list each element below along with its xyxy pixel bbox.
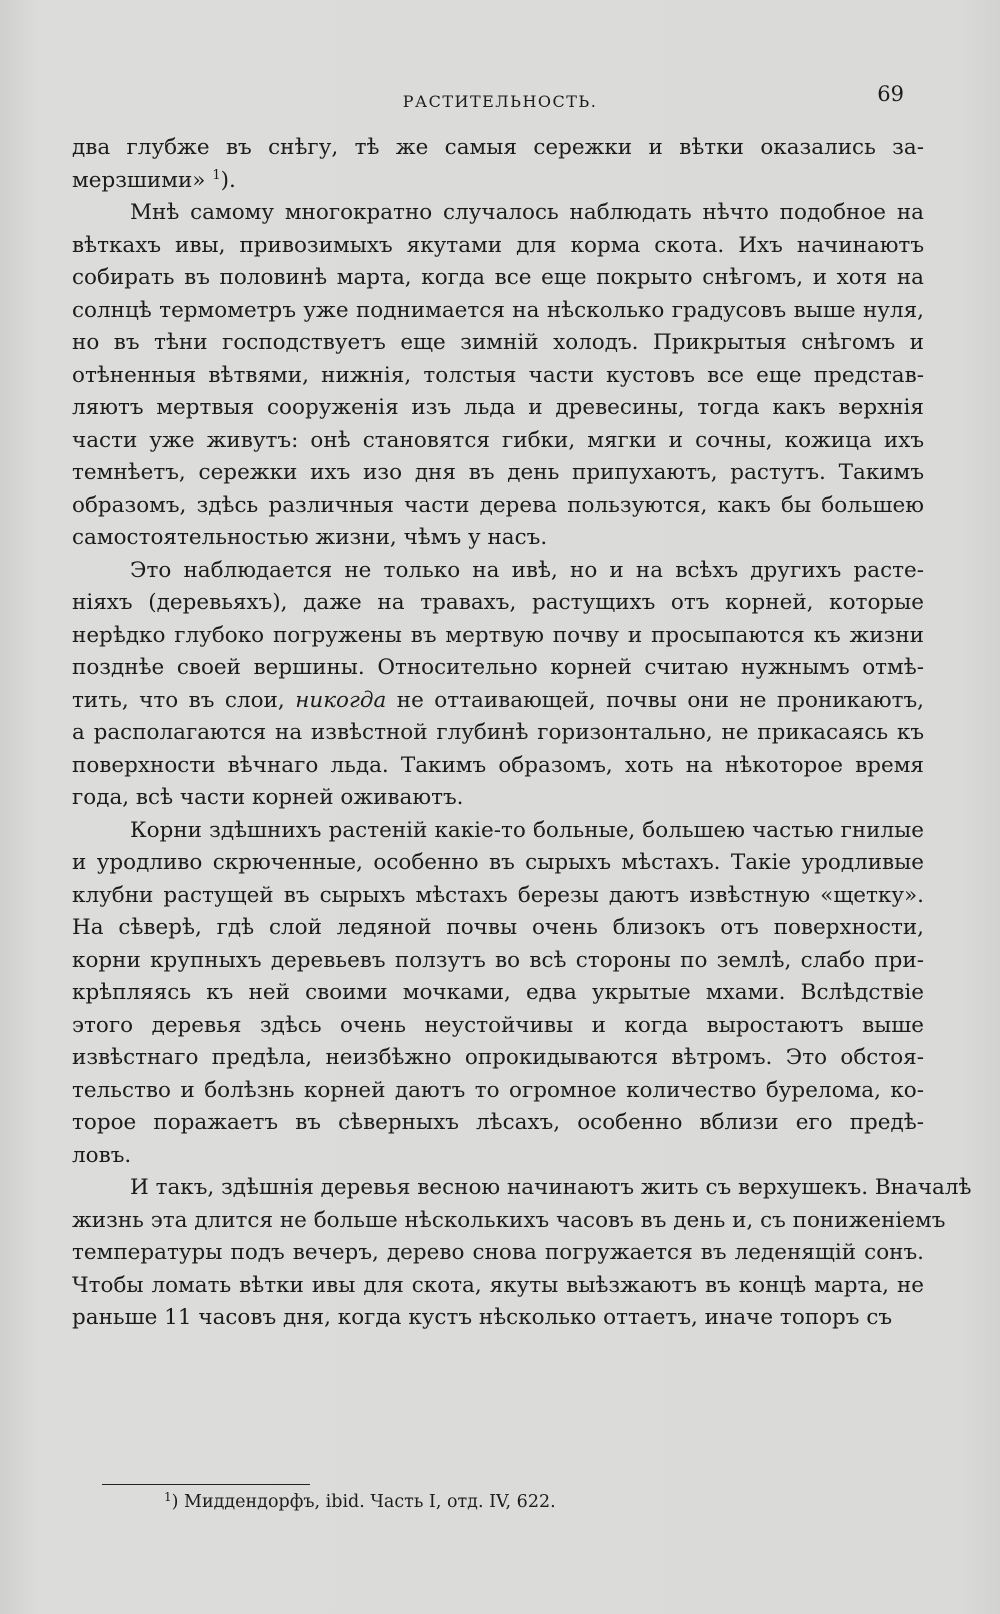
line-text: вѣткахъ ивы, привозимыхъ якутами для корма скота. Ихъ начинаютъ (72, 232, 924, 258)
paragraph (72, 132, 924, 197)
line-text: года, всѣ части корней оживаютъ. (72, 785, 464, 810)
text-line (72, 197, 924, 230)
line-text: И такъ, здѣшнія деревья весною начинаютъ жить съ верхушекъ. Вначалѣ (130, 1175, 972, 1200)
text-line (72, 457, 924, 490)
line-text: образомъ, здѣсь различныя части дерева пользуются, какъ бы большею (72, 492, 924, 518)
line-text: извѣстнаго предѣла, неизбѣжно опрокидываются вѣтромъ. Это обстоя- (72, 1045, 924, 1070)
text-line (72, 717, 924, 750)
line-text: На сѣверѣ, гдѣ слой ледяной почвы очень близокъ отъ поверхности, (72, 915, 924, 940)
line-text: части уже живутъ: онѣ становятся гибки, мягки и сочны, кожица ихъ (72, 427, 924, 453)
text-line (72, 1205, 946, 1238)
text-line (72, 685, 924, 718)
line-text: тить, что въ слои, никогда не оттаивающей, почвы они не проникаютъ, (72, 687, 924, 713)
text-line (72, 620, 924, 653)
line-text: собирать въ половинѣ марта, когда все еще покрыто снѣгомъ, и хотя на (72, 265, 924, 290)
line-text: этого деревья здѣсь очень неустойчивы и когда выростаютъ выше (72, 1012, 924, 1038)
line-text: жизнь эта длится не больше нѣсколькихъ часовъ въ день и, съ пониженіемъ (72, 1207, 946, 1233)
text-line (72, 425, 924, 458)
line-text: самостоятельностью жизни, чѣмъ у насъ. (72, 525, 548, 550)
text-line (72, 847, 924, 880)
line-text: ловъ. (72, 1142, 132, 1168)
text-line (72, 880, 924, 913)
line-text: мерзшими» (72, 167, 206, 193)
paragraph (72, 555, 924, 815)
text-line (72, 392, 924, 425)
text-line (72, 652, 924, 685)
line-text: тельство и болѣзнь корней даютъ то огромное количество бурелома, ко- (72, 1077, 924, 1103)
text-line (72, 750, 924, 783)
line-text: ляютъ мертвыя сооруженія изъ льда и древесины, тогда какъ верхнія (72, 395, 924, 420)
line-tail: ). (220, 167, 236, 193)
footnote-reference: 1 (212, 167, 221, 183)
line-text: Чтобы ломать вѣтки ивы для скота, якуты выѣзжаютъ въ концѣ марта, не (72, 1272, 924, 1298)
text-line (72, 815, 924, 848)
paragraph (72, 197, 924, 555)
footnote-text: ) Миддендорфъ, ibid. Часть I, отд. IV, 622. (171, 1492, 556, 1512)
text-line (72, 912, 924, 945)
footnote-rule (102, 1484, 310, 1485)
text-line (72, 1107, 924, 1140)
emphasis: никогда (295, 687, 387, 713)
line-text: и уродливо скрюченные, особенно въ сырыхъ мѣстахъ. Такіе уродливые (72, 850, 924, 875)
line-text: клубни растущей въ сырыхъ мѣстахъ березы даютъ извѣстную «щетку». (72, 882, 924, 908)
text-line (72, 1270, 924, 1303)
text-line (72, 587, 924, 620)
text-line (72, 295, 924, 328)
line-text: нерѣдко глубоко погружены въ мертвую почву и просыпаются къ жизни (72, 622, 924, 648)
line-text: температуры подъ вечеръ, дерево снова погружается въ леденящій сонъ. (72, 1240, 924, 1265)
line-text: поверхности вѣчнаго льда. Такимъ образомъ, хоть на нѣкоторое время (72, 752, 924, 778)
line-text: два глубже въ снѣгу, тѣ же самыя сережки и вѣтки оказались за- (72, 135, 924, 160)
text-line (72, 327, 924, 360)
line-text: Корни здѣшнихъ растеній какіе-то больные, большею частью гнилые (130, 817, 924, 843)
line-text: но въ тѣни господствуетъ еще зимній холодъ. Прикрытыя снѣгомъ и (72, 330, 924, 355)
line-text: крѣпляясь къ ней своими мочками, едва укрытые мхами. Вслѣдствіе (72, 980, 924, 1005)
text-line (72, 945, 924, 978)
text-line (72, 360, 924, 393)
text-line (72, 1010, 924, 1043)
line-text: позднѣе своей вершины. Относительно корней считаю нужнымъ отмѣ- (72, 655, 924, 680)
page-number: 69 (877, 82, 904, 106)
text-line (72, 1237, 924, 1270)
footnote-marker: 1 (164, 1490, 172, 1504)
text-line (72, 262, 924, 295)
text-line (72, 555, 924, 588)
text-line (72, 490, 924, 523)
line-text: солнцѣ термометръ уже поднимается на нѣсколько градусовъ выше нуля, (72, 297, 924, 323)
text-line (72, 1042, 924, 1075)
text-line (72, 1172, 972, 1205)
text-line (72, 977, 924, 1010)
text-line (72, 1075, 924, 1108)
footnote (164, 1492, 556, 1512)
text-line (72, 1140, 924, 1173)
line-text: торое поражаетъ въ сѣверныхъ лѣсахъ, особенно вблизи его предѣ- (72, 1110, 924, 1135)
line-text: Это наблюдается не только на ивѣ, но и на всѣхъ другихъ расте- (130, 557, 924, 583)
text-line (72, 132, 924, 165)
line-text: раньше 11 часовъ дня, когда кустъ нѣсколько оттаетъ, иначе топоръ съ (72, 1305, 893, 1330)
text-line (72, 165, 924, 198)
line-text: ніяхъ (деревьяхъ), даже на травахъ, растущихъ отъ корней, которые (72, 590, 924, 615)
line-text: корни крупныхъ деревьевъ ползутъ во всѣ стороны по землѣ, слабо при- (72, 947, 924, 973)
line-text: темнѣетъ, сережки ихъ изо дня въ день припухаютъ, растутъ. Такимъ (72, 460, 924, 485)
running-head: РАСТИТЕЛЬНОСТЬ. (402, 92, 598, 111)
line-text: Мнѣ самому многократно случалось наблюдать нѣчто подобное на (130, 200, 924, 225)
text-line (72, 1302, 924, 1335)
text-line (72, 230, 924, 263)
paragraph (72, 815, 924, 1173)
body-text (72, 132, 972, 1335)
paragraph (72, 1172, 972, 1335)
text-line (72, 782, 924, 815)
text-line (72, 522, 924, 555)
line-text: отѣненныя вѣтвями, нижнія, толстыя части кустовъ все еще представ- (72, 362, 924, 388)
line-text: а располагаются на извѣстной глубинѣ горизонтально, не прикасаясь къ (72, 720, 924, 745)
